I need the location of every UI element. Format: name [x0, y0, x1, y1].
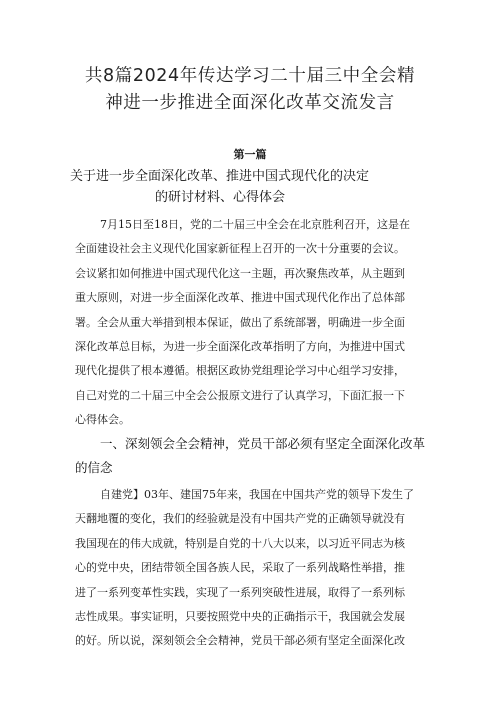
- paragraph-line: 天翻地覆的变化，我们的经验就是没有中国共产党的正确领导就没有: [75, 512, 405, 526]
- paragraph-line: 自己对党的二十届三中全会公报原文进行了认真学习，下面汇报一下: [75, 388, 405, 402]
- heading-line: 一、深刻领会全会精神，党员干部必须有坚定全面深化改革: [100, 436, 426, 451]
- title-line: 共8篇2024年传达学习二十届三中全会精: [84, 66, 416, 86]
- paragraph-line: 的好。所以说，深刻领会全会精神，党员干部必须有坚定全面深化改: [75, 634, 405, 648]
- paragraph-line: 现代化提供了根本遵循。根据区政协党组理论学习中心组学习安排，: [75, 364, 405, 378]
- title-line: 神进一步推进全面深化改革交流发言: [105, 93, 395, 113]
- paragraph-line: 深化改革总目标，为进一步全面深化改革指明了方向，为推进中国式: [75, 339, 405, 353]
- document-title: [60, 63, 440, 117]
- subtitle-line: 的研讨材料、心得体会: [155, 190, 286, 205]
- paragraph-line: 心得体会。: [75, 413, 130, 427]
- paragraph-line: 7月15日至18日，党的二十届三中全会在北京胜利召开，这是在: [100, 218, 410, 231]
- paragraph-line: 心的党中央，团结带领全国各族人民，采取了一系列战略性举措，推: [75, 561, 405, 575]
- paragraph-line: 自建党】03年、建国75年来，我国在中国共产党的领导下发生了: [100, 488, 414, 501]
- section-heading: [75, 432, 435, 480]
- paragraph-line: 全面建设社会主义现代化国家新征程上召开的一次十分重要的会议。: [75, 242, 405, 256]
- section-label: 第一篇: [233, 148, 267, 161]
- paragraph-line: 重大原则，对进一步全面深化改革、推进中国式现代化作出了总体部: [75, 291, 405, 305]
- article-subtitle: [70, 166, 450, 208]
- paragraph-body: [75, 483, 430, 654]
- heading-line: 的信念: [75, 460, 113, 475]
- paragraph-line: 会议紧扣如何推进中国式现代化这一主题，再次聚焦改革，从主题到: [75, 266, 405, 280]
- paragraph-line: 进了一系列变革性实践，实现了一系列突破性进展，取得了一系列标: [75, 585, 405, 599]
- paragraph-line: 志性成果。事实证明，只要按照党中央的正确指示干，我国就会发展: [75, 609, 405, 623]
- paragraph-line: 署。全会从重大举措到根本保证，做出了系统部署，明确进一步全面: [75, 315, 405, 329]
- paragraph-intro: [75, 213, 430, 433]
- paragraph-line: 我国现在的伟大成就，特别是自党的十八大以来，以习近平同志为核: [75, 536, 405, 550]
- subtitle-line: 关于进一步全面深化改革、推进中国式现代化的决定: [70, 169, 370, 184]
